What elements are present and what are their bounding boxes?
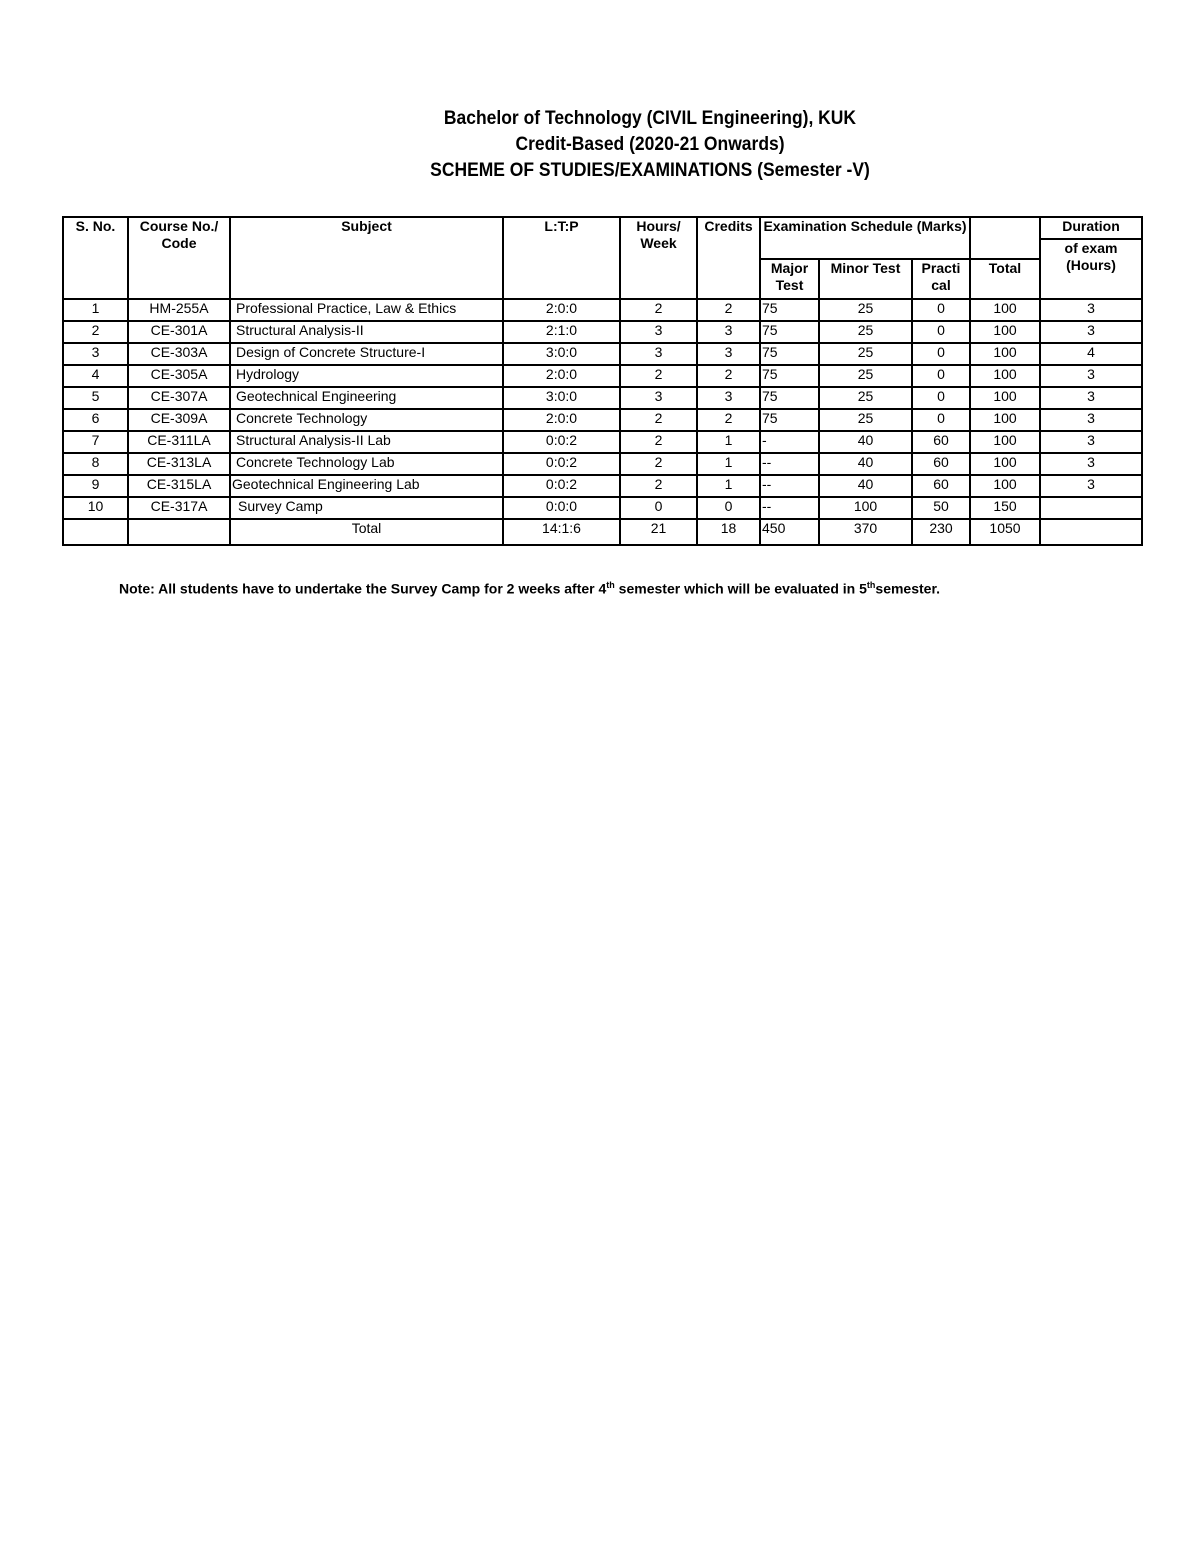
cell-subject: Structural Analysis-II Lab: [230, 431, 503, 453]
cell-credits: 1: [697, 431, 760, 453]
cell-practical: 0: [912, 387, 970, 409]
cell-minor: 25: [819, 343, 912, 365]
cell-credits: 2: [697, 365, 760, 387]
cell-hours: 3: [620, 321, 697, 343]
cell-total: 100: [970, 299, 1040, 321]
cell-duration: 3: [1040, 387, 1142, 409]
cell-practical: 0: [912, 365, 970, 387]
cell-credits: 3: [697, 387, 760, 409]
cell-duration: 3: [1040, 475, 1142, 497]
cell-credits: 1: [697, 453, 760, 475]
cell-minor: 25: [819, 299, 912, 321]
table-row: [63, 497, 1142, 519]
cell-major: 75: [760, 409, 819, 431]
cell-major: -: [760, 431, 819, 453]
header-sno: S. No.: [63, 217, 128, 299]
cell-hours: 2: [620, 475, 697, 497]
survey-camp-note: [119, 580, 940, 597]
cell-code: CE-317A: [128, 497, 230, 519]
cell-major: 75: [760, 365, 819, 387]
cell-code: CE-309A: [128, 409, 230, 431]
scheme-table: [62, 216, 1143, 546]
cell-hours: 3: [620, 387, 697, 409]
cell-minor: 25: [819, 409, 912, 431]
cell-ltp: 2:0:0: [503, 365, 620, 387]
cell-subject: Geotechnical Engineering: [230, 387, 503, 409]
cell-total: 100: [970, 409, 1040, 431]
cell-hours: 2: [620, 431, 697, 453]
table-row: [63, 453, 1142, 475]
total-ltp: 14:1:6: [503, 519, 620, 545]
cell-major: --: [760, 475, 819, 497]
cell-minor: 40: [819, 475, 912, 497]
cell-credits: 2: [697, 299, 760, 321]
cell-major: --: [760, 453, 819, 475]
cell-sno: 3: [63, 343, 128, 365]
cell-hours: 2: [620, 453, 697, 475]
header-minor-test: Minor Test: [819, 259, 912, 299]
cell-practical: 50: [912, 497, 970, 519]
credit-scheme-title: Credit-Based (2020-21 Onwards): [515, 134, 785, 155]
table-row: [63, 343, 1142, 365]
cell-hours: 2: [620, 365, 697, 387]
total-practical: 230: [912, 519, 970, 545]
total-total: 1050: [970, 519, 1040, 545]
cell-major: 75: [760, 343, 819, 365]
cell-total: 100: [970, 343, 1040, 365]
cell-major: --: [760, 497, 819, 519]
table-row: [63, 431, 1142, 453]
cell-ltp: 0:0:2: [503, 453, 620, 475]
cell-practical: 60: [912, 431, 970, 453]
cell-ltp: 0:0:2: [503, 431, 620, 453]
cell-practical: 0: [912, 321, 970, 343]
header-hours-week: Hours/ Week: [620, 217, 697, 299]
cell-duration: 3: [1040, 299, 1142, 321]
total-major: 450: [760, 519, 819, 545]
cell-code: [128, 519, 230, 545]
cell-major: 75: [760, 387, 819, 409]
total-minor: 370: [819, 519, 912, 545]
cell-sno: 5: [63, 387, 128, 409]
cell-duration: [1040, 497, 1142, 519]
table-row: [63, 475, 1142, 497]
note-text-2: semester which will be evaluated in 5: [614, 580, 867, 597]
total-row: [63, 519, 1142, 545]
cell-subject: Concrete Technology: [230, 409, 503, 431]
cell-major: 75: [760, 321, 819, 343]
table-row: [63, 365, 1142, 387]
cell-sno: 6: [63, 409, 128, 431]
header-total-top: [970, 217, 1040, 259]
cell-sno: 1: [63, 299, 128, 321]
cell-ltp: 0:0:2: [503, 475, 620, 497]
header-total: Total: [970, 259, 1040, 299]
table-row: [63, 409, 1142, 431]
cell-subject: Concrete Technology Lab: [230, 453, 503, 475]
cell-ltp: 3:0:0: [503, 343, 620, 365]
cell-practical: 60: [912, 453, 970, 475]
cell-duration: 3: [1040, 453, 1142, 475]
cell-code: CE-307A: [128, 387, 230, 409]
cell-ltp: 3:0:0: [503, 387, 620, 409]
header-duration-line2: of exam: [1064, 240, 1118, 256]
cell-code: CE-313LA: [128, 453, 230, 475]
cell-minor: 100: [819, 497, 912, 519]
header-ltp: L:T:P: [503, 217, 620, 299]
header-course-code: Course No./ Code: [128, 217, 230, 299]
cell-subject: Geotechnical Engineering Lab: [230, 475, 503, 497]
program-title: Bachelor of Technology (CIVIL Engineering), KUK: [443, 108, 857, 129]
cell-total: 100: [970, 475, 1040, 497]
note-text-3: semester.: [875, 580, 941, 597]
course-rows: [63, 299, 1142, 545]
cell-code: CE-303A: [128, 343, 230, 365]
table-row: [63, 299, 1142, 321]
cell-sno: 10: [63, 497, 128, 519]
document-header: [0, 106, 1200, 184]
cell-ltp: 2:1:0: [503, 321, 620, 343]
cell-ltp: 2:0:0: [503, 299, 620, 321]
total-label: Total: [230, 519, 503, 545]
header-practical: Practi cal: [912, 259, 970, 299]
cell-subject: Structural Analysis-II: [230, 321, 503, 343]
cell-sno: 8: [63, 453, 128, 475]
cell-duration: 3: [1040, 365, 1142, 387]
cell-total: 100: [970, 387, 1040, 409]
header-duration-line1: Duration: [1040, 217, 1142, 239]
cell-code: HM-255A: [128, 299, 230, 321]
cell-credits: 3: [697, 343, 760, 365]
cell-major: 75: [760, 299, 819, 321]
cell-hours: 3: [620, 343, 697, 365]
cell-total: 100: [970, 365, 1040, 387]
cell-hours: 2: [620, 409, 697, 431]
cell-code: CE-301A: [128, 321, 230, 343]
cell-hours: 0: [620, 497, 697, 519]
cell-duration: 3: [1040, 409, 1142, 431]
cell-credits: 3: [697, 321, 760, 343]
cell-minor: 40: [819, 431, 912, 453]
header-duration-line3: (Hours): [1066, 257, 1116, 273]
cell-practical: 0: [912, 409, 970, 431]
cell-minor: 25: [819, 387, 912, 409]
cell-code: CE-315LA: [128, 475, 230, 497]
cell-practical: 0: [912, 343, 970, 365]
cell-practical: 0: [912, 299, 970, 321]
cell-subject: Hydrology: [230, 365, 503, 387]
header-credits: Credits: [697, 217, 760, 299]
cell-total: 100: [970, 453, 1040, 475]
table-row: [63, 321, 1142, 343]
semester-scheme-title: SCHEME OF STUDIES/EXAMINATIONS (Semester -V): [430, 160, 870, 181]
cell-minor: 25: [819, 365, 912, 387]
cell-minor: 40: [819, 453, 912, 475]
header-major-test: Major Test: [760, 259, 819, 299]
header-exam-schedule: Examination Schedule (Marks): [760, 217, 970, 259]
cell-minor: 25: [819, 321, 912, 343]
cell-hours: 2: [620, 299, 697, 321]
cell-practical: 60: [912, 475, 970, 497]
cell-code: CE-311LA: [128, 431, 230, 453]
cell-sno: 4: [63, 365, 128, 387]
cell-credits: 1: [697, 475, 760, 497]
cell-total: 100: [970, 431, 1040, 453]
cell-sno: [63, 519, 128, 545]
total-duration: [1040, 519, 1142, 545]
total-hours: 21: [620, 519, 697, 545]
total-credits: 18: [697, 519, 760, 545]
table-row: [63, 387, 1142, 409]
note-sup-2: th: [866, 580, 876, 590]
cell-subject: Design of Concrete Structure-I: [230, 343, 503, 365]
cell-duration: 3: [1040, 431, 1142, 453]
cell-duration: 3: [1040, 321, 1142, 343]
cell-ltp: 0:0:0: [503, 497, 620, 519]
cell-subject: Survey Camp: [230, 497, 503, 519]
cell-sno: 7: [63, 431, 128, 453]
cell-total: 150: [970, 497, 1040, 519]
cell-ltp: 2:0:0: [503, 409, 620, 431]
note-sup-1: th: [606, 580, 615, 590]
cell-sno: 2: [63, 321, 128, 343]
cell-sno: 9: [63, 475, 128, 497]
cell-code: CE-305A: [128, 365, 230, 387]
cell-duration: 4: [1040, 343, 1142, 365]
header-subject: Subject: [230, 217, 503, 299]
cell-subject: Professional Practice, Law & Ethics: [230, 299, 503, 321]
cell-total: 100: [970, 321, 1040, 343]
cell-credits: 0: [697, 497, 760, 519]
note-text-1: Note: All students have to undertake the Survey Camp for 2 weeks after 4: [119, 580, 607, 597]
cell-credits: 2: [697, 409, 760, 431]
header-duration-rest: [1040, 239, 1142, 299]
